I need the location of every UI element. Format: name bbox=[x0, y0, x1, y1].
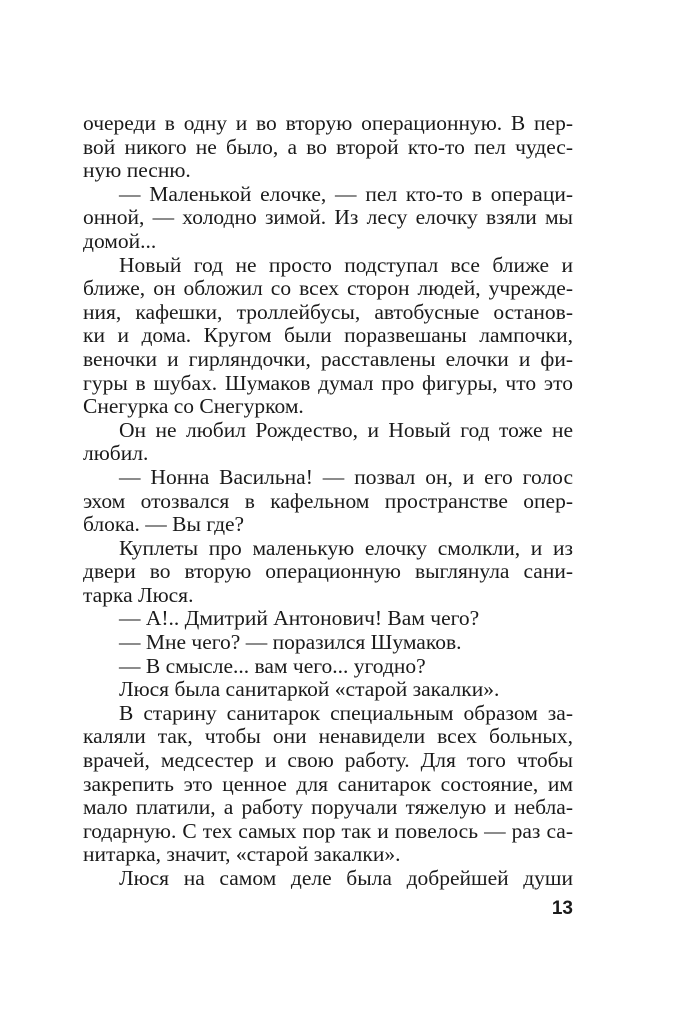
text-line: любил. bbox=[83, 441, 149, 466]
text-line: веночки и гирляндочки, расставлены елочки и фи- bbox=[83, 346, 573, 371]
text-line: онной, — холодно зимой. Из лесу елочку взяли мы bbox=[83, 205, 573, 230]
text-line: эхом отозвался в кафельном пространстве опер- bbox=[83, 488, 573, 513]
text-line: врачей, медсестер и свою работу. Для того чтобы bbox=[83, 748, 573, 773]
page-body bbox=[83, 112, 573, 891]
text-line: — А!.. Дмитрий Антонович! Вам чего? bbox=[119, 606, 480, 631]
text-line: Снегурка со Снегурком. bbox=[83, 394, 304, 419]
text-line: блока. — Вы где? bbox=[83, 512, 245, 537]
text-line: Куплеты про маленькую елочку смолкли, и из bbox=[119, 535, 573, 560]
text-line: ближе, он обложил со всех сторон людей, учрежде- bbox=[83, 276, 573, 301]
text-line: двери во вторую операционную выглянула сани- bbox=[83, 559, 573, 584]
text-line: Новый год не просто подступал все ближе и bbox=[119, 252, 573, 277]
text-line: Люся была санитаркой «старой закалки». bbox=[119, 677, 500, 702]
text-line: — Нонна Васильна! — позвал он, и его голос bbox=[119, 464, 573, 489]
text-line: Он не любил Рождество, и Новый год тоже не bbox=[119, 417, 573, 442]
text-line: Люся на самом деле была добрейшей души bbox=[119, 866, 573, 890]
text-line: В старину санитарок специальным образом за- bbox=[119, 700, 573, 725]
text-line: — Маленькой елочке, — пел кто-то в операци- bbox=[119, 181, 573, 206]
text-line: мало платили, а работу поручали тяжелую и небла- bbox=[83, 795, 573, 820]
text-line: нитарка, значит, «старой закалки». bbox=[83, 842, 401, 867]
text-line: очереди в одну и во вторую операционную. В пер- bbox=[83, 111, 573, 135]
text-line: — В смысле... вам чего... угодно? bbox=[119, 653, 426, 678]
text-line: гуры в шубах. Шумаков думал про фигуры, что это bbox=[83, 370, 573, 395]
text-line: ки и дома. Кругом были поразвешаны лампочки, bbox=[83, 323, 573, 348]
page-number: 13 bbox=[551, 898, 573, 919]
text-line: домой... bbox=[83, 228, 157, 253]
text-line: годарную. С тех самых пор так и повелось — раз са- bbox=[83, 818, 573, 843]
text-line: тарка Люся. bbox=[83, 582, 194, 607]
text-line: каляли так, чтобы они ненавидели всех больных, bbox=[83, 724, 573, 749]
text-line: вой никого не было, а во второй кто-то пел чудес- bbox=[83, 134, 573, 159]
text-line: — Мне чего? — поразился Шумаков. bbox=[119, 630, 462, 655]
text-line: ния, кафешки, троллейбусы, автобусные останов- bbox=[83, 299, 573, 324]
text-line: ную песню. bbox=[83, 158, 191, 183]
text-line: закрепить это ценное для санитарок состояние, им bbox=[83, 771, 573, 796]
